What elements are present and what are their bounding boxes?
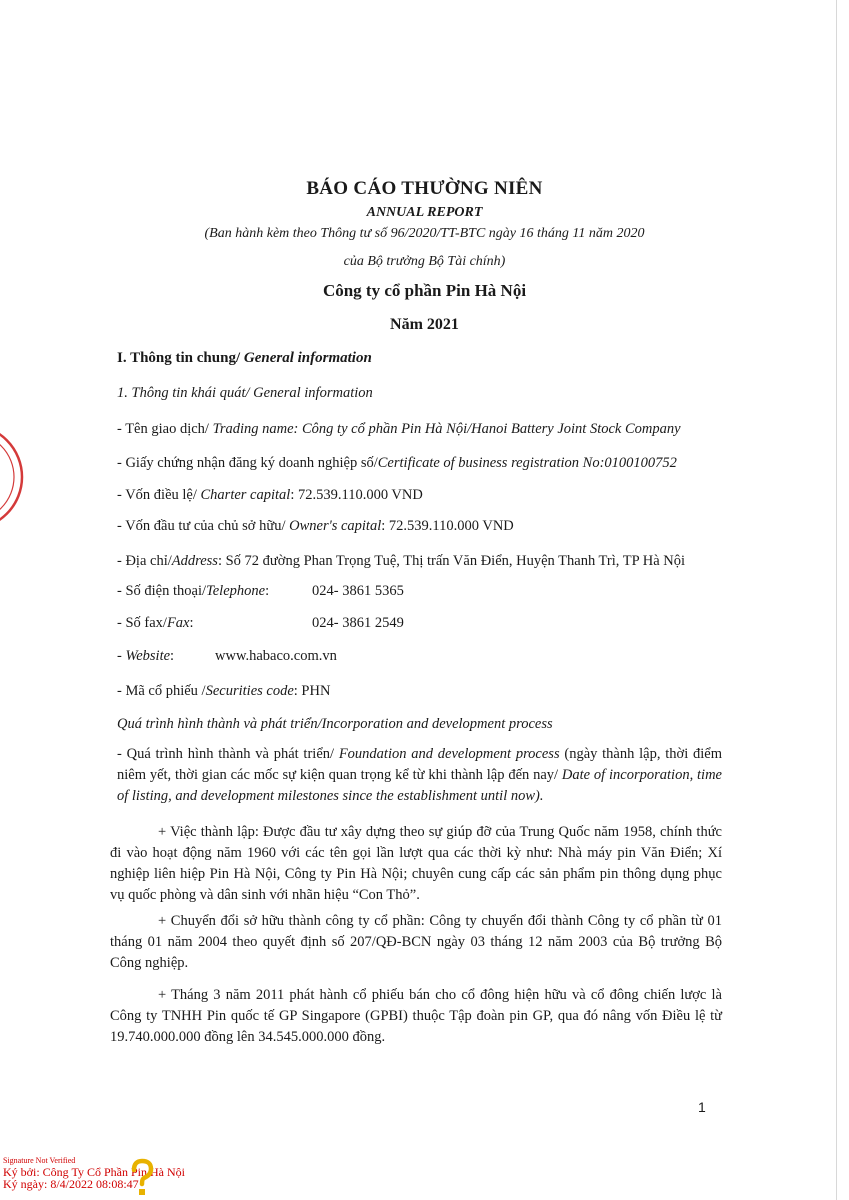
owner-capital-value: : 72.539.110.000 VND (381, 518, 514, 534)
owner-capital-label: - Vốn đầu tư của chủ sở hữu/ (117, 518, 290, 534)
securities-code-value: : PHN (293, 683, 331, 699)
share-issuance-paragraph: + Tháng 3 năm 2011 phát hành cổ phiếu bán cho cổ đông hiện hữu và cổ đông chiến lược là Công ty TNHH Pin quốc tế GP Singapore (GPBI) thuộc Tập đoàn pin GP, qua đó nâng vốn Điều lệ từ 19.740.000.000 đồng lên 34.545.000.000 đồng. (110, 987, 722, 1045)
issuance-note-line2: của Bộ trưởng Bộ Tài chính) (343, 254, 506, 269)
report-title: BÁO CÁO THƯỜNG NIÊN (306, 178, 543, 199)
trading-name-row (117, 421, 681, 438)
website-colon: : (170, 648, 175, 664)
process-intro-label-en: Foundation and development process (338, 746, 560, 762)
securities-code-label: - Mã cổ phiếu / (117, 683, 206, 699)
company-seal-icon (0, 422, 30, 532)
telephone-value: 024- 3861 5365 (312, 583, 404, 599)
signature-status: Signature Not Verified (3, 1156, 76, 1165)
charter-capital-label: - Vốn điều lệ/ (117, 487, 201, 503)
report-subtitle: ANNUAL REPORT (366, 205, 483, 220)
process-intro-desc-en: Date of incorporation, time of listing, and development milestones since the establishment until now). (117, 767, 722, 804)
website-row (117, 648, 517, 665)
telephone-colon: : (265, 583, 270, 599)
website-value: www.habaco.com.vn (215, 648, 337, 664)
signature-date: Ký ngày: 8/4/2022 08:08:47 (3, 1177, 139, 1191)
equitization-paragraph: + Chuyển đổi sở hữu thành công ty cổ phần: Công ty chuyển đổi thành Công ty cổ phần từ 01 tháng 01 năm 2004 theo quyết định số 207/QĐ-BCN ngày 03 tháng 12 năm 2003 của Bộ trưởng Bộ Công nghiệp. (110, 913, 722, 971)
charter-capital-value: : 72.539.110.000 VND (290, 487, 423, 503)
address-value: : Số 72 đường Phan Trọng Tuệ, Thị trấn Văn Điển, Huyện Thanh Trì, TP Hà Nội (217, 553, 686, 569)
business-cert-value: Certificate of business registration No:0100100752 (377, 455, 677, 471)
fax-value: 024- 3861 2549 (312, 615, 404, 631)
fax-label-en: Fax (166, 615, 190, 631)
fax-label: - Số fax/ (117, 615, 167, 631)
telephone-row (117, 583, 517, 600)
issuance-note-line1: (Ban hành kèm theo Thông tư số 96/2020/TT-BTC ngày 16 tháng 11 năm 2020 (204, 226, 645, 241)
securities-code-row (117, 683, 330, 700)
sub-heading: 1. Thông tin khái quát/ General information (117, 385, 373, 401)
process-intro-label: - Quá trình hình thành và phát triển/ (117, 746, 339, 762)
process-heading: Quá trình hình thành và phát triển/Incorporation and development process (117, 716, 553, 732)
report-year: Năm 2021 (390, 316, 459, 333)
charter-capital-label-en: Charter capital (200, 487, 291, 503)
trading-name-value: Trading name: Công ty cổ phần Pin Hà Nội/Hanoi Battery Joint Stock Company (212, 421, 681, 437)
digital-signature (3, 1156, 185, 1190)
owner-capital-row (117, 518, 514, 535)
address-row (117, 553, 685, 570)
section-heading (117, 350, 372, 367)
telephone-label: - Số điện thoại/ (117, 583, 207, 599)
company-name: Công ty cổ phần Pin Hà Nội (322, 281, 527, 300)
telephone-label-en: Telephone (206, 583, 266, 599)
address-label: - Địa chỉ/ (117, 553, 172, 569)
securities-code-label-en: Securities code (205, 683, 294, 699)
address-label-en: Address (171, 553, 218, 569)
fax-colon: : (189, 615, 194, 631)
process-intro (117, 744, 722, 807)
establishment-paragraph: + Việc thành lập: Được đầu tư xây dựng theo sự giúp đỡ của Trung Quốc năm 1958, chính thức đi vào hoạt động năm 1960 với các tên gọi lần lượt qua các thời kỳ như: Nhà máy pin Văn Điển; Xí nghiệp liên hiệp Pin Hà Nội, Công ty Pin Hà Nội; chuyên cung cấp các sản phẩm pin thông dụng phục vụ quốc phòng và dân sinh với nhãn hiệu “Con Thỏ”. (110, 824, 722, 903)
signature-unverified-icon (128, 1158, 156, 1198)
signature-signer: Ký bởi: Công Ty Cổ Phần Pin Hà Nội (3, 1165, 185, 1179)
process-intro-desc: (ngày thành lập, thời điểm niêm yết, thời gian các mốc sự kiện quan trọng kể từ khi thành lập đến nay/ (117, 746, 722, 783)
section-heading-en: General information (243, 350, 372, 366)
section-heading-vn: I. Thông tin chung/ (117, 350, 244, 366)
page-number: 1 (698, 1099, 706, 1115)
owner-capital-label-en: Owner's capital (289, 518, 382, 534)
website-label-en: Website (125, 648, 171, 664)
website-label: - (117, 648, 126, 664)
trading-name-label: - Tên giao dịch/ (117, 421, 213, 437)
fax-row (117, 615, 517, 632)
business-cert-label: - Giấy chứng nhận đăng ký doanh nghiệp số/ (117, 455, 378, 471)
business-cert-row (117, 455, 677, 472)
charter-capital-row (117, 487, 423, 504)
